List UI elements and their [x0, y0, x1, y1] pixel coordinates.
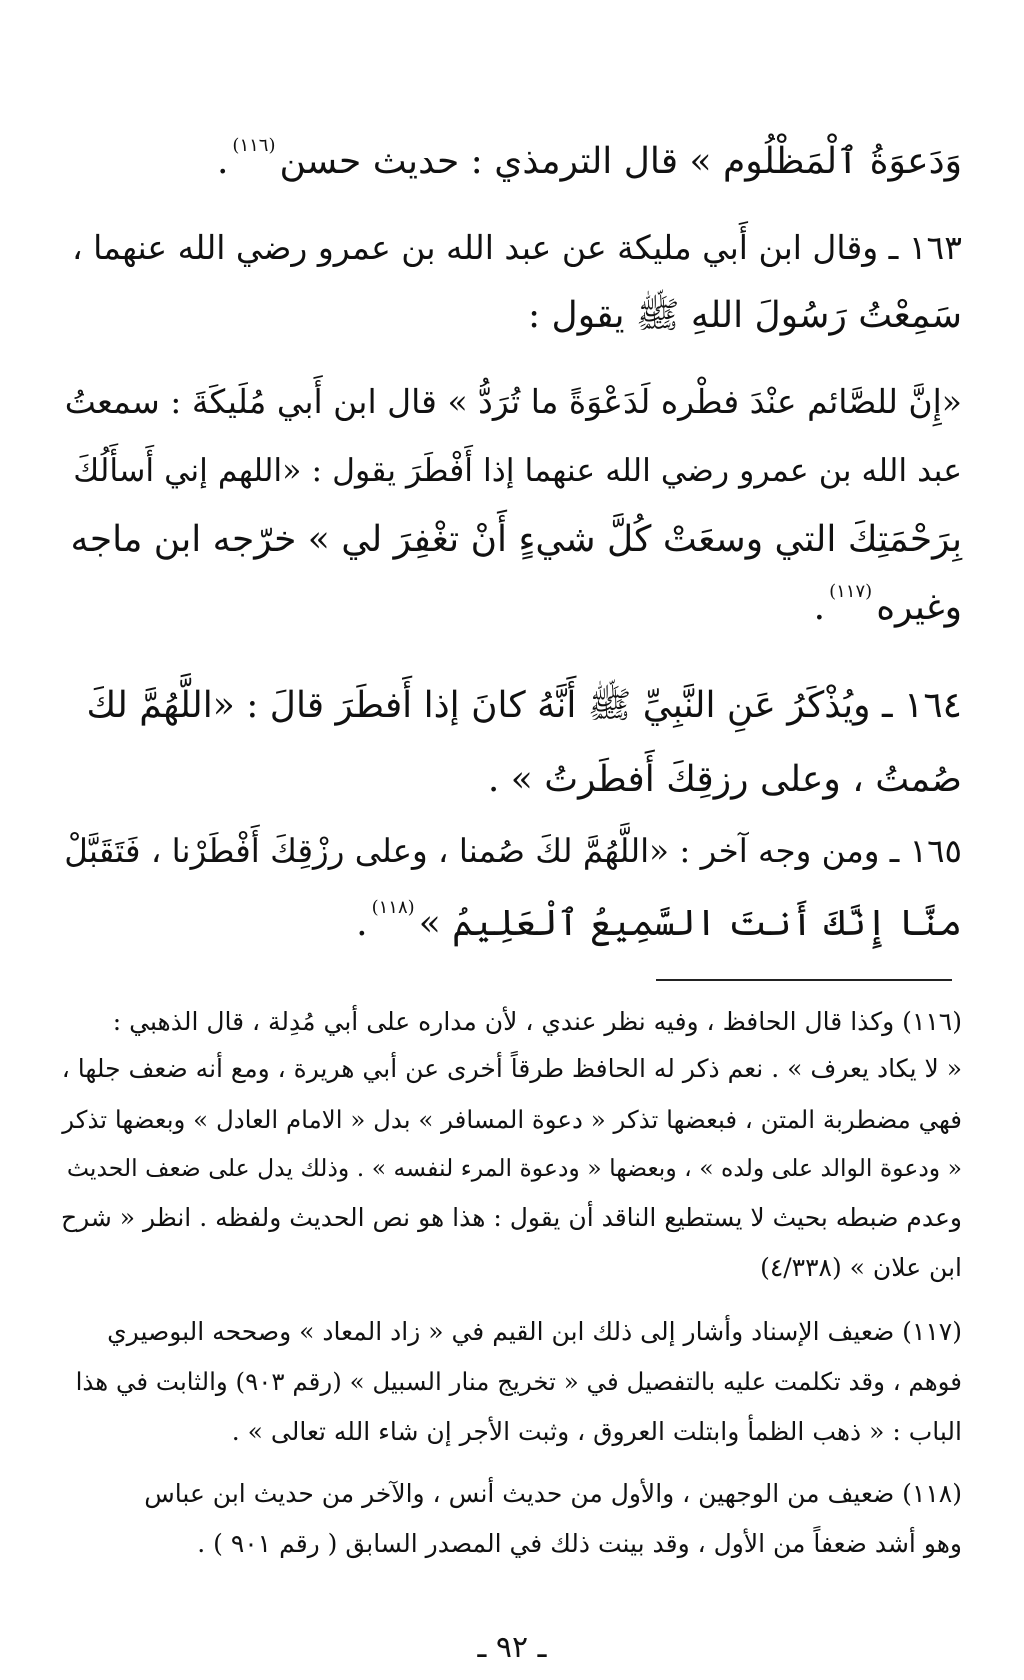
body-line-1-end: . [216, 141, 229, 182]
body-line-7-end: . [813, 587, 826, 628]
footnote-line-11: وهو أشد ضعفاً من الأول ، وقد بينت ذلك في المصدر السابق ( رقم ٩٠١ ) . [197, 1529, 962, 1558]
body-line-3: سَمِعْتُ رَسُولَ اللهِ ﷺ يقول : [527, 295, 962, 336]
footnote-line-2: « لا يكاد يعرف » . نعم ذكر له الحافظ طرقاً أخرى عن أبي هريرة ، ومع أنه ضعف جلها ، [61, 1054, 962, 1083]
body-line-10: ١٦٥ ـ ومن وجه آخر : «اللَّهُمَّ لكَ صُمنا ، وعلى رزْقِكَ أَفْطَرْنا ، فَتَقَبَّلْ [64, 832, 962, 870]
footnote-separator [656, 979, 952, 981]
footnote-line-3: فهي مضطربة المتن ، فبعضها تذكر « دعوة المسافر » بدل « الامام العادل » وبعضها تذكر [62, 1105, 962, 1134]
body-line-11-text: منَّا إِنَّكَ أَنتَ السَّمِيعُ ٱلْعَلِيمُ » [418, 903, 962, 944]
footnote-line-7: (١١٧) ضعيف الإسناد وأشار إلى ذلك ابن القيم في « زاد المعاد » وصححه البوصيري [107, 1317, 962, 1346]
footnote-line-10: (١١٨) ضعيف من الوجهين ، والأول من حديث أنس ، والآخر من حديث ابن عباس [144, 1479, 962, 1508]
body-line-9: صُمتُ ، وعلى رزقِكَ أَفطَرتُ » . [487, 759, 962, 800]
footnote-line-8: فوهم ، وقد تكلمت عليه بالتفصيل في « تخريج منار السبيل » (رقم ٩٠٣) والثابت في هذا [75, 1367, 962, 1396]
body-line-1-text: وَدَعوَةُ ٱلْمَظْلُوم » قال الترمذي : حديث حسن [279, 141, 962, 182]
body-line-7-text: وغيره [876, 587, 962, 628]
footnote-line-1: (١١٦) وكذا قال الحافظ ، وفيه نظر عندي ، لأن مداره على أبي مُدِلة ، قال الذهبي : [112, 1007, 962, 1036]
footnote-line-6: ابن علان » (٤/٣٣٨) [760, 1253, 962, 1282]
body-line-7 [62, 581, 962, 628]
footnote-line-4: « ودعوة الوالد على ولده » ، وبعضها « ودعوة المرء لنفسه » . وذلك يدل على ضعف الحديث [66, 1154, 962, 1182]
body-line-11 [62, 897, 962, 944]
page-number: ـ ٩٢ ـ [477, 1630, 547, 1665]
body-line-6: بِرَحْمَتِكَ التي وسعَتْ كُلَّ شيءٍ أَنْ تغْفِرَ لي » خرّجه ابن ماجه [70, 519, 962, 560]
body-line-8: ١٦٤ ـ ويُذْكَرُ عَنِ النَّبِيِّ ﷺ أَنَّهُ كانَ إذا أَفطَرَ قالَ : «اللَّهُمَّ لكَ [86, 685, 962, 726]
body-line-5: عبد الله بن عمرو رضي الله عنهما إذا أَفْطَرَ يقول : «اللهم إني أَسأَلُكَ [73, 453, 962, 489]
footnote-ref-118: (١١٨) [371, 897, 415, 918]
footnote-ref-117: (١١٧) [829, 581, 873, 602]
footnote-ref-116: (١١٦) [232, 135, 276, 156]
body-line-11-end: . [356, 903, 368, 944]
body-line-1 [62, 135, 962, 182]
footnote-line-5: وعدم ضبطه بحيث لا يستطيع الناقد أن يقول : هذا هو نص الحديث ولفظه . انظر « شرح [60, 1203, 962, 1232]
body-line-4: «إِنَّ للصَّائم عنْدَ فطْره لَدَعْوَةً ما تُرَدُّ » قال ابن أَبي مُلَيكَةَ : سمعتُ [64, 382, 962, 421]
body-line-2: ١٦٣ ـ وقال ابن أَبي مليكة عن عبد الله بن عمرو رضي الله عنهما ، [71, 228, 962, 267]
footnote-line-9: الباب : « ذهب الظمأ وابتلت العروق ، وثبت الأجر إن شاء الله تعالى » . [231, 1417, 962, 1446]
